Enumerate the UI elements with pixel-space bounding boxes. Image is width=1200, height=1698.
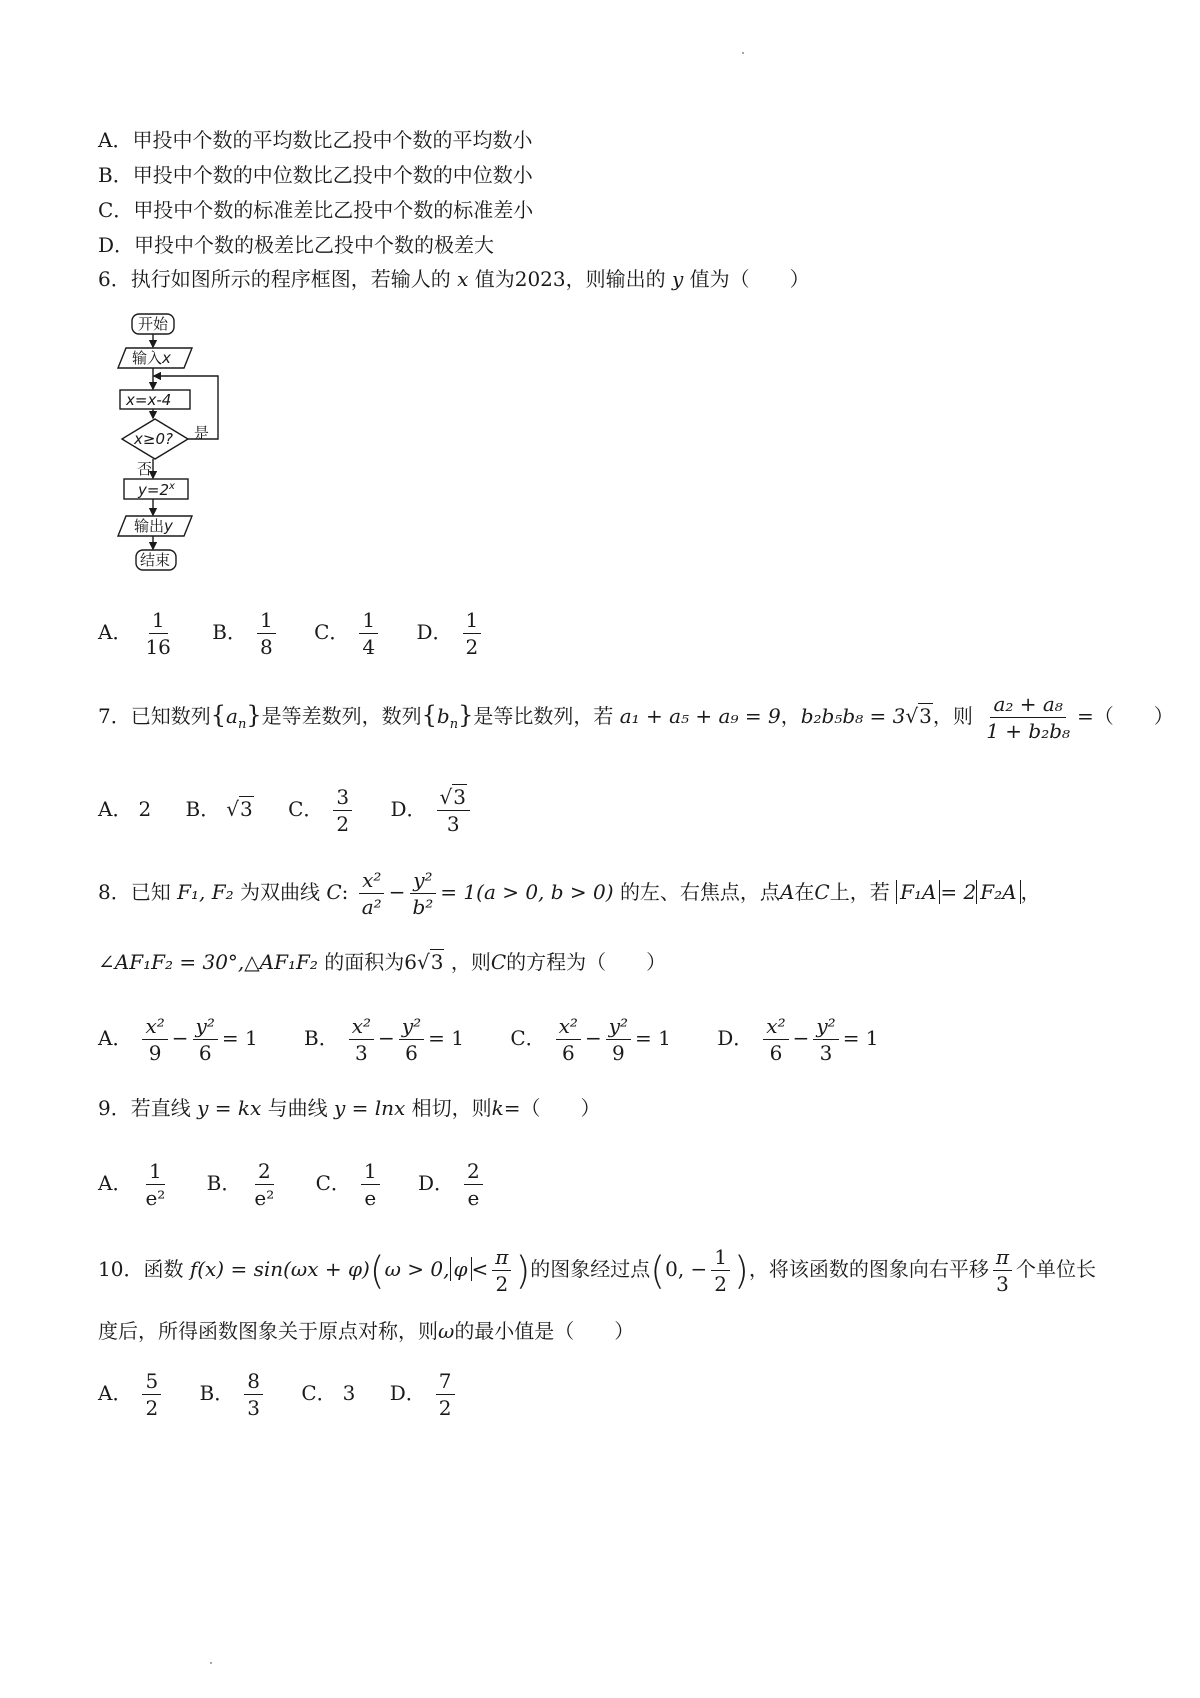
flow-yes-label: 是: [194, 424, 210, 442]
q8-option-d: D． $\frac{\text{x²}}{6}$ − $\frac{\text{y²}}{3}$ = 1: [717, 1014, 879, 1065]
q6-option-d: D． $\frac{1}{2}$: [416, 608, 485, 658]
scan-speck: [210, 1662, 212, 1664]
q10-option-d: D． $\frac{7}{2}$: [390, 1368, 459, 1419]
flow-no-label: 否: [137, 460, 153, 478]
flow-condition-label: x≥0?: [134, 430, 173, 448]
q6-option-a: A． $\frac{1}{16}$: [98, 608, 171, 659]
q7-stem: 7．已知数列$\{a_n\}$是等差数列，数列$\{b_n\}$是等比数列，若 a₁ + a₅ + a₉ = 9，b₂b₅b₈ = 3√3，则 $\frac{\text{a₂ + a₈}}{\text{1 + b₂b₈}}$ =（ ）: [98, 692, 1174, 743]
flow-assign-label: $y=2^x$: [138, 481, 175, 499]
q10-options: [98, 1368, 487, 1419]
flow-input-label: 输入x: [132, 349, 171, 367]
q10-option-b: B． $\frac{8}{3}$: [200, 1368, 267, 1419]
q7-options: [98, 784, 502, 835]
q7-option-c: C． $\frac{3}{2}$: [288, 784, 356, 835]
q7-option-a: A． 2: [98, 797, 152, 821]
flow-start-label: 开始: [138, 315, 169, 333]
q8-stem-line2: ∠AF₁F₂ = 30°,△AF₁F₂ 的面积为6√3 ，则C的方程为（ ）: [98, 950, 667, 974]
q10-option-a: A． $\frac{5}{2}$: [98, 1368, 165, 1419]
scan-speck: [742, 52, 744, 54]
q9-option-a: A． $\frac{1}{\text{e²}}$: [98, 1159, 166, 1210]
q6-option-c: C． $\frac{1}{4}$: [314, 608, 382, 658]
q6-option-b: B． $\frac{1}{8}$: [212, 608, 279, 658]
q9-option-c: C． $\frac{1}{e}$: [316, 1158, 384, 1209]
flow-end-label: 结束: [140, 551, 171, 569]
q8-stem-line1: 8．已知 F₁, F₂ 为双曲线 C: $\frac{\text{x²}}{\text{a²}}$ − $\frac{\text{y²}}{\text{b²}}$ = 1(a > 0, b > 0) 的左、右焦点，点A在C上，若 F₁A = 2 F₂A ，: [98, 868, 1041, 919]
q9-options: [98, 1158, 515, 1209]
q9-option-b: B． $\frac{2}{\text{e²}}$: [206, 1159, 275, 1210]
q6-options: [98, 608, 513, 658]
program-flowchart: [100, 312, 240, 582]
q8-options: [98, 1012, 907, 1064]
q7-option-b: B． √3: [185, 797, 253, 821]
flow-step-label: x=x-4: [126, 391, 172, 409]
q10-stem-line2: 度后，所得函数图象关于原点对称，则ω的最小值是（ ）: [98, 1319, 635, 1343]
flow-output-label: 输出y: [134, 517, 173, 535]
q5-option-c: C．甲投中个数的标准差比乙投中个数的标准差小: [98, 198, 534, 222]
q8-option-b: B． $\frac{\text{x²}}{3}$ − $\frac{\text{y²}}{6}$ = 1: [304, 1014, 464, 1065]
q10-option-c: C． 3: [301, 1381, 356, 1405]
q8-option-a: A． $\frac{\text{x²}}{9}$ − $\frac{\text{y²}}{6}$ = 1: [98, 1014, 258, 1065]
q7-option-d: D． $\frac{√3}{3}$: [391, 784, 475, 835]
q9-option-d: D． $\frac{2}{e}$: [418, 1158, 487, 1209]
q5-option-b: B．甲投中个数的中位数比乙投中个数的中位数小: [98, 163, 533, 187]
q9-stem: 9．若直线 y = kx 与曲线 y = lnx 相切，则k=（ ）: [98, 1096, 601, 1120]
q10-stem-line1: 10．函数 f(x) = sin(ωx + φ)(ω > 0, φ < $\frac{\pi}{2}$ )的图象经过点(0, − $\frac{1}{2}$ )，将该函数的图象向右平移 $\frac{\pi}{3}$ 个单位长: [98, 1245, 1097, 1296]
q6-stem: 6．执行如图所示的程序框图，若输人的 x 值为2023，则输出的 y 值为（ ）: [98, 267, 810, 291]
q5-option-a: A．甲投中个数的平均数比乙投中个数的平均数小: [98, 128, 533, 152]
q8-option-c: C． $\frac{\text{x²}}{6}$ − $\frac{\text{y²}}{9}$ = 1: [510, 1014, 671, 1065]
q5-option-d: D．甲投中个数的极差比乙投中个数的极差大: [98, 233, 495, 257]
